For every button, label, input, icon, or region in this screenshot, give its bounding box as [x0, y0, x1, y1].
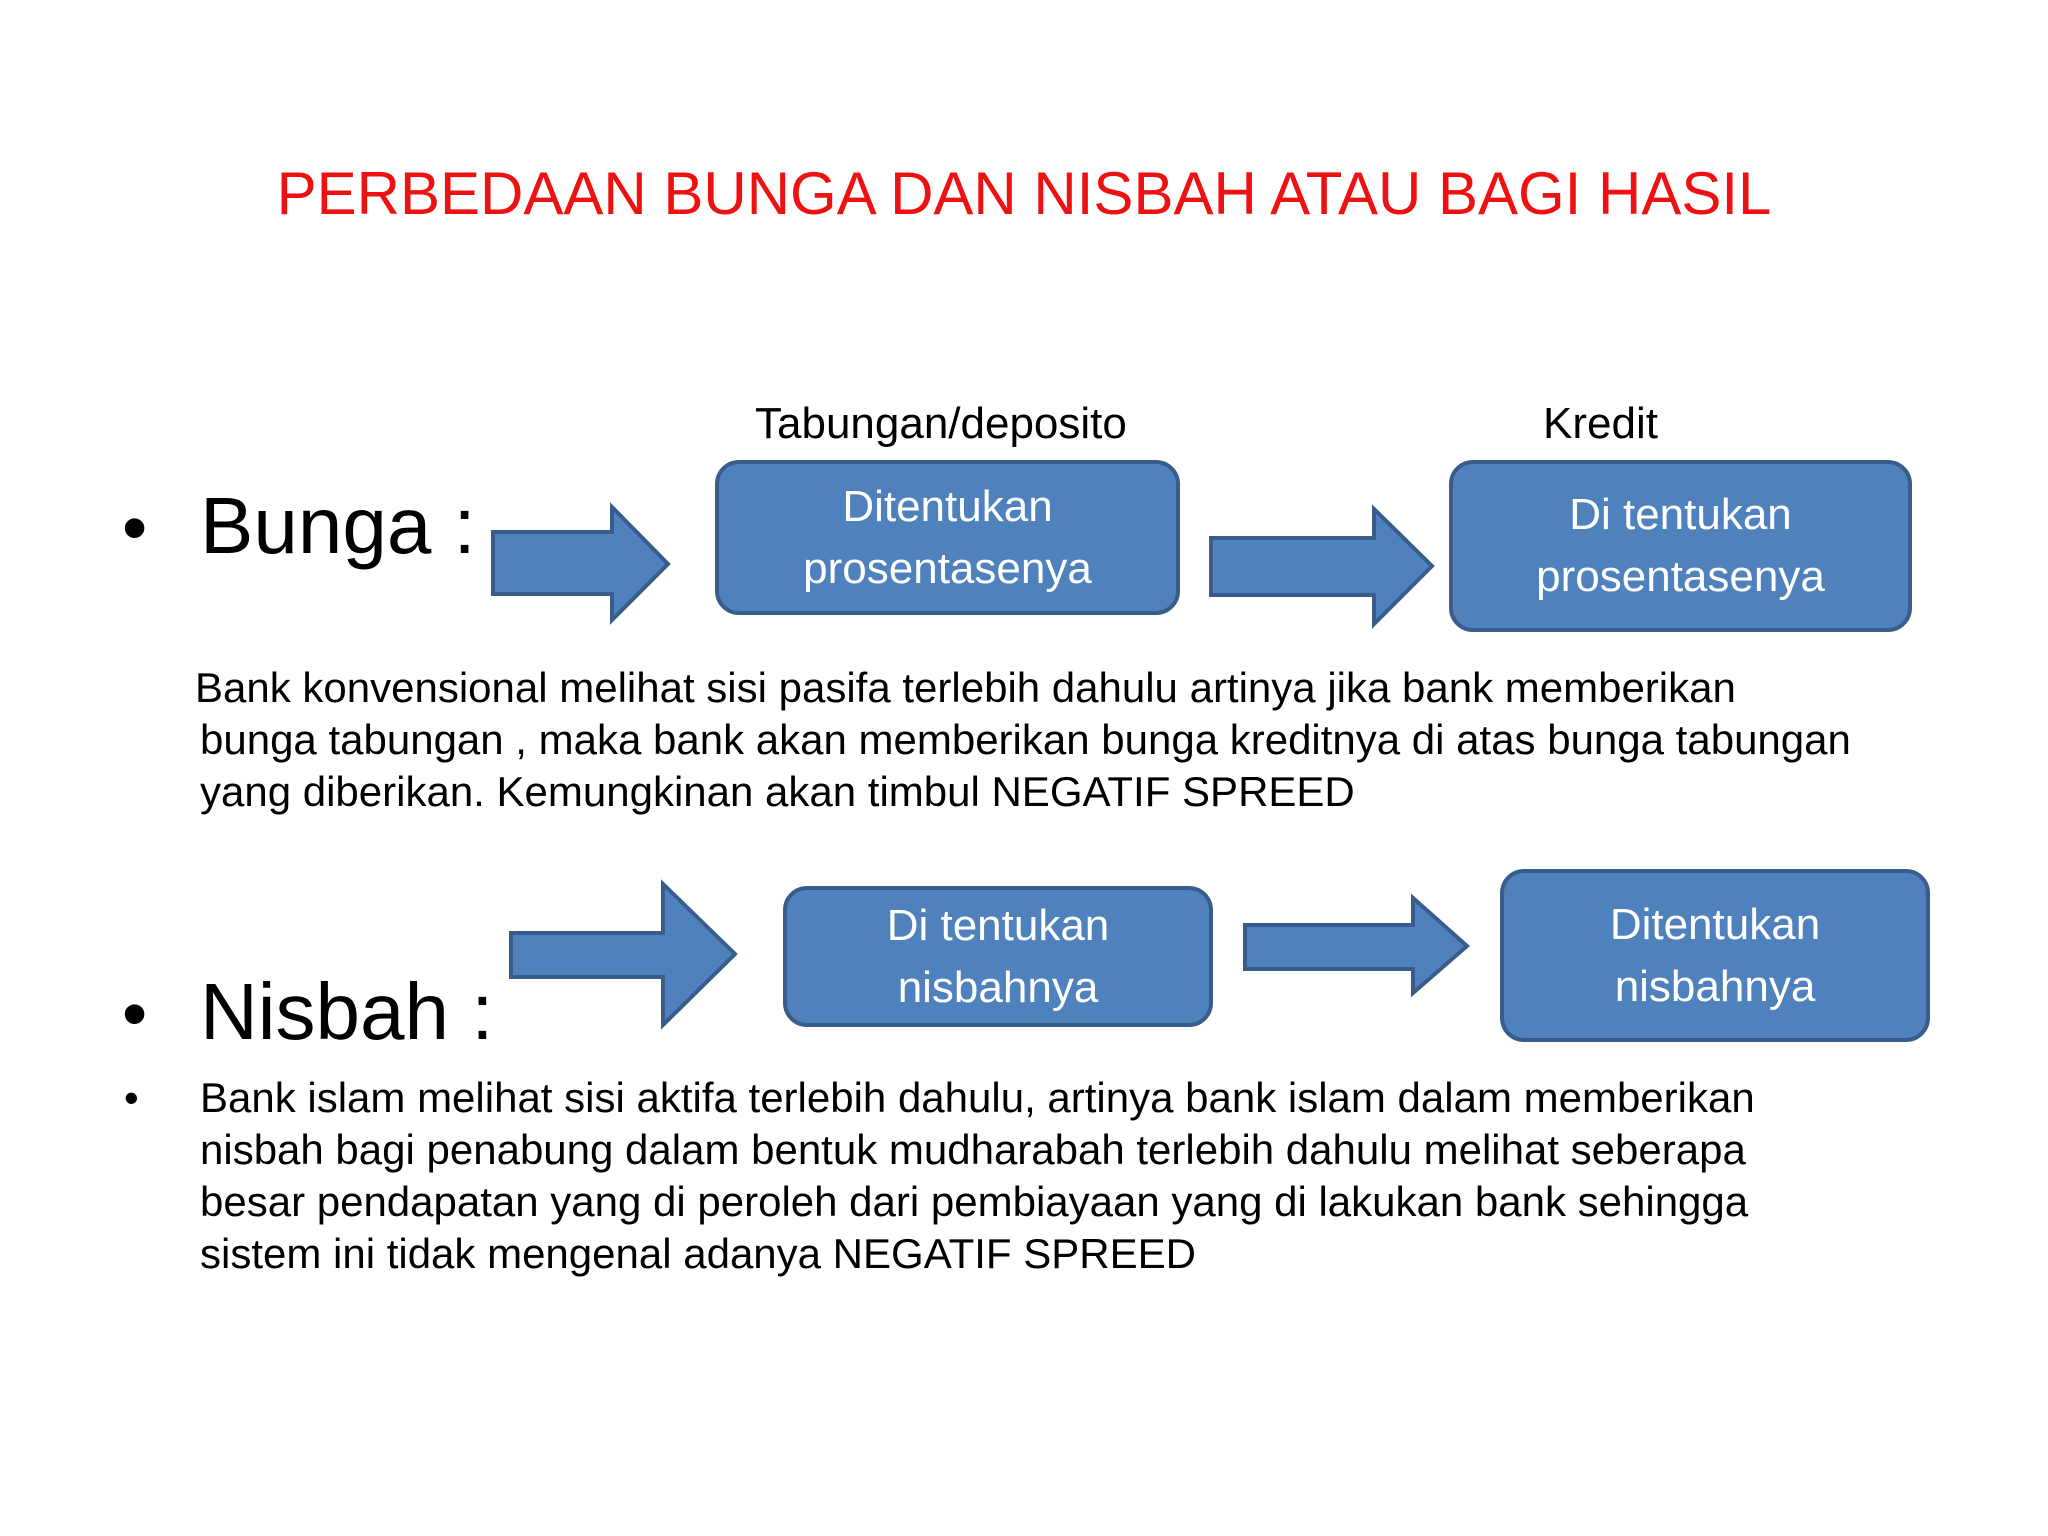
nisbah-paragraph-line-2: nisbah bagi penabung dalam bentuk mudharabah terlebih dahulu melihat seberapa — [200, 1126, 1746, 1173]
nisbah-box-ditentukan-nisbah-2: Ditentukan nisbahnya — [1500, 869, 1930, 1042]
bunga-paragraph-line-1: Bank konvensional melihat sisi pasifa terlebih dahulu artinya jika bank memberikan — [195, 664, 1736, 711]
nisbah-paragraph-line-1: Bank islam melihat sisi aktifa terlebih dahulu, artinya bank islam dalam memberikan — [200, 1074, 1755, 1121]
bunga-paragraph-line-3: yang diberikan. Kemungkinan akan timbul NEGATIF SPREED — [200, 768, 1355, 815]
slide-title: PERBEDAAN BUNGA DAN NISBAH ATAU BAGI HASIL — [276, 160, 1772, 227]
bunga-box-kredit-prosentase: Di tentukan prosentasenya — [1449, 460, 1912, 632]
nisbah-bullet: • — [122, 974, 148, 1054]
nisbah-label: Nisbah : — [200, 967, 494, 1056]
bunga-paragraph-line-2: bunga tabungan , maka bank akan memberikan bunga kreditnya di atas bunga tabungan — [200, 716, 1851, 763]
bunga-label: Bunga : — [200, 481, 476, 570]
nisbah-paragraph-bullet: • — [124, 1074, 139, 1121]
top-label-kredit: Kredit — [1543, 399, 1658, 448]
top-label-tabungan-deposito: Tabungan/deposito — [755, 399, 1127, 448]
nisbah-paragraph-line-4: sistem ini tidak mengenal adanya NEGATIF SPREED — [200, 1230, 1196, 1277]
nisbah-box-ditentukan-nisbah-1: Di tentukan nisbahnya — [783, 886, 1213, 1027]
bunga-box-ditentukan-prosentase: Ditentukan prosentasenya — [715, 460, 1180, 615]
nisbah-paragraph-line-3: besar pendapatan yang di peroleh dari pembiayaan yang di lakukan bank sehingga — [200, 1178, 1749, 1225]
bunga-bullet: • — [122, 488, 148, 568]
